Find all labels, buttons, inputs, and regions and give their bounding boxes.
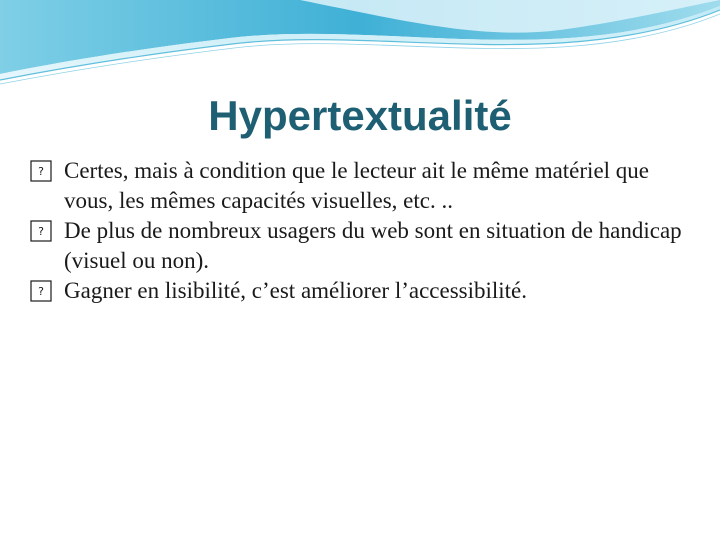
list-item	[30, 216, 690, 276]
svg-text:?: ?	[38, 165, 44, 178]
svg-text:?: ?	[38, 285, 44, 298]
bullet-box-icon	[30, 280, 52, 302]
bullet-text: Gagner en lisibilité, c’est améliorer l’accessibilité.	[64, 278, 528, 303]
list-item	[30, 156, 690, 216]
page-title: Hypertextualité	[208, 92, 512, 139]
bullet-text: De plus de nombreux usagers du web sont en situation de handicap (visuel ou non).	[64, 218, 682, 273]
header-wave-decoration	[0, 0, 720, 90]
bullet-list	[30, 156, 690, 306]
svg-text:?: ?	[38, 225, 44, 238]
bullet-box-icon	[30, 160, 52, 182]
bullet-box-icon	[30, 220, 52, 242]
list-item	[30, 276, 690, 306]
bullet-text: Certes, mais à condition que le lecteur ait le même matériel que vous, les mêmes capacités visuelles, etc. ..	[64, 158, 649, 213]
